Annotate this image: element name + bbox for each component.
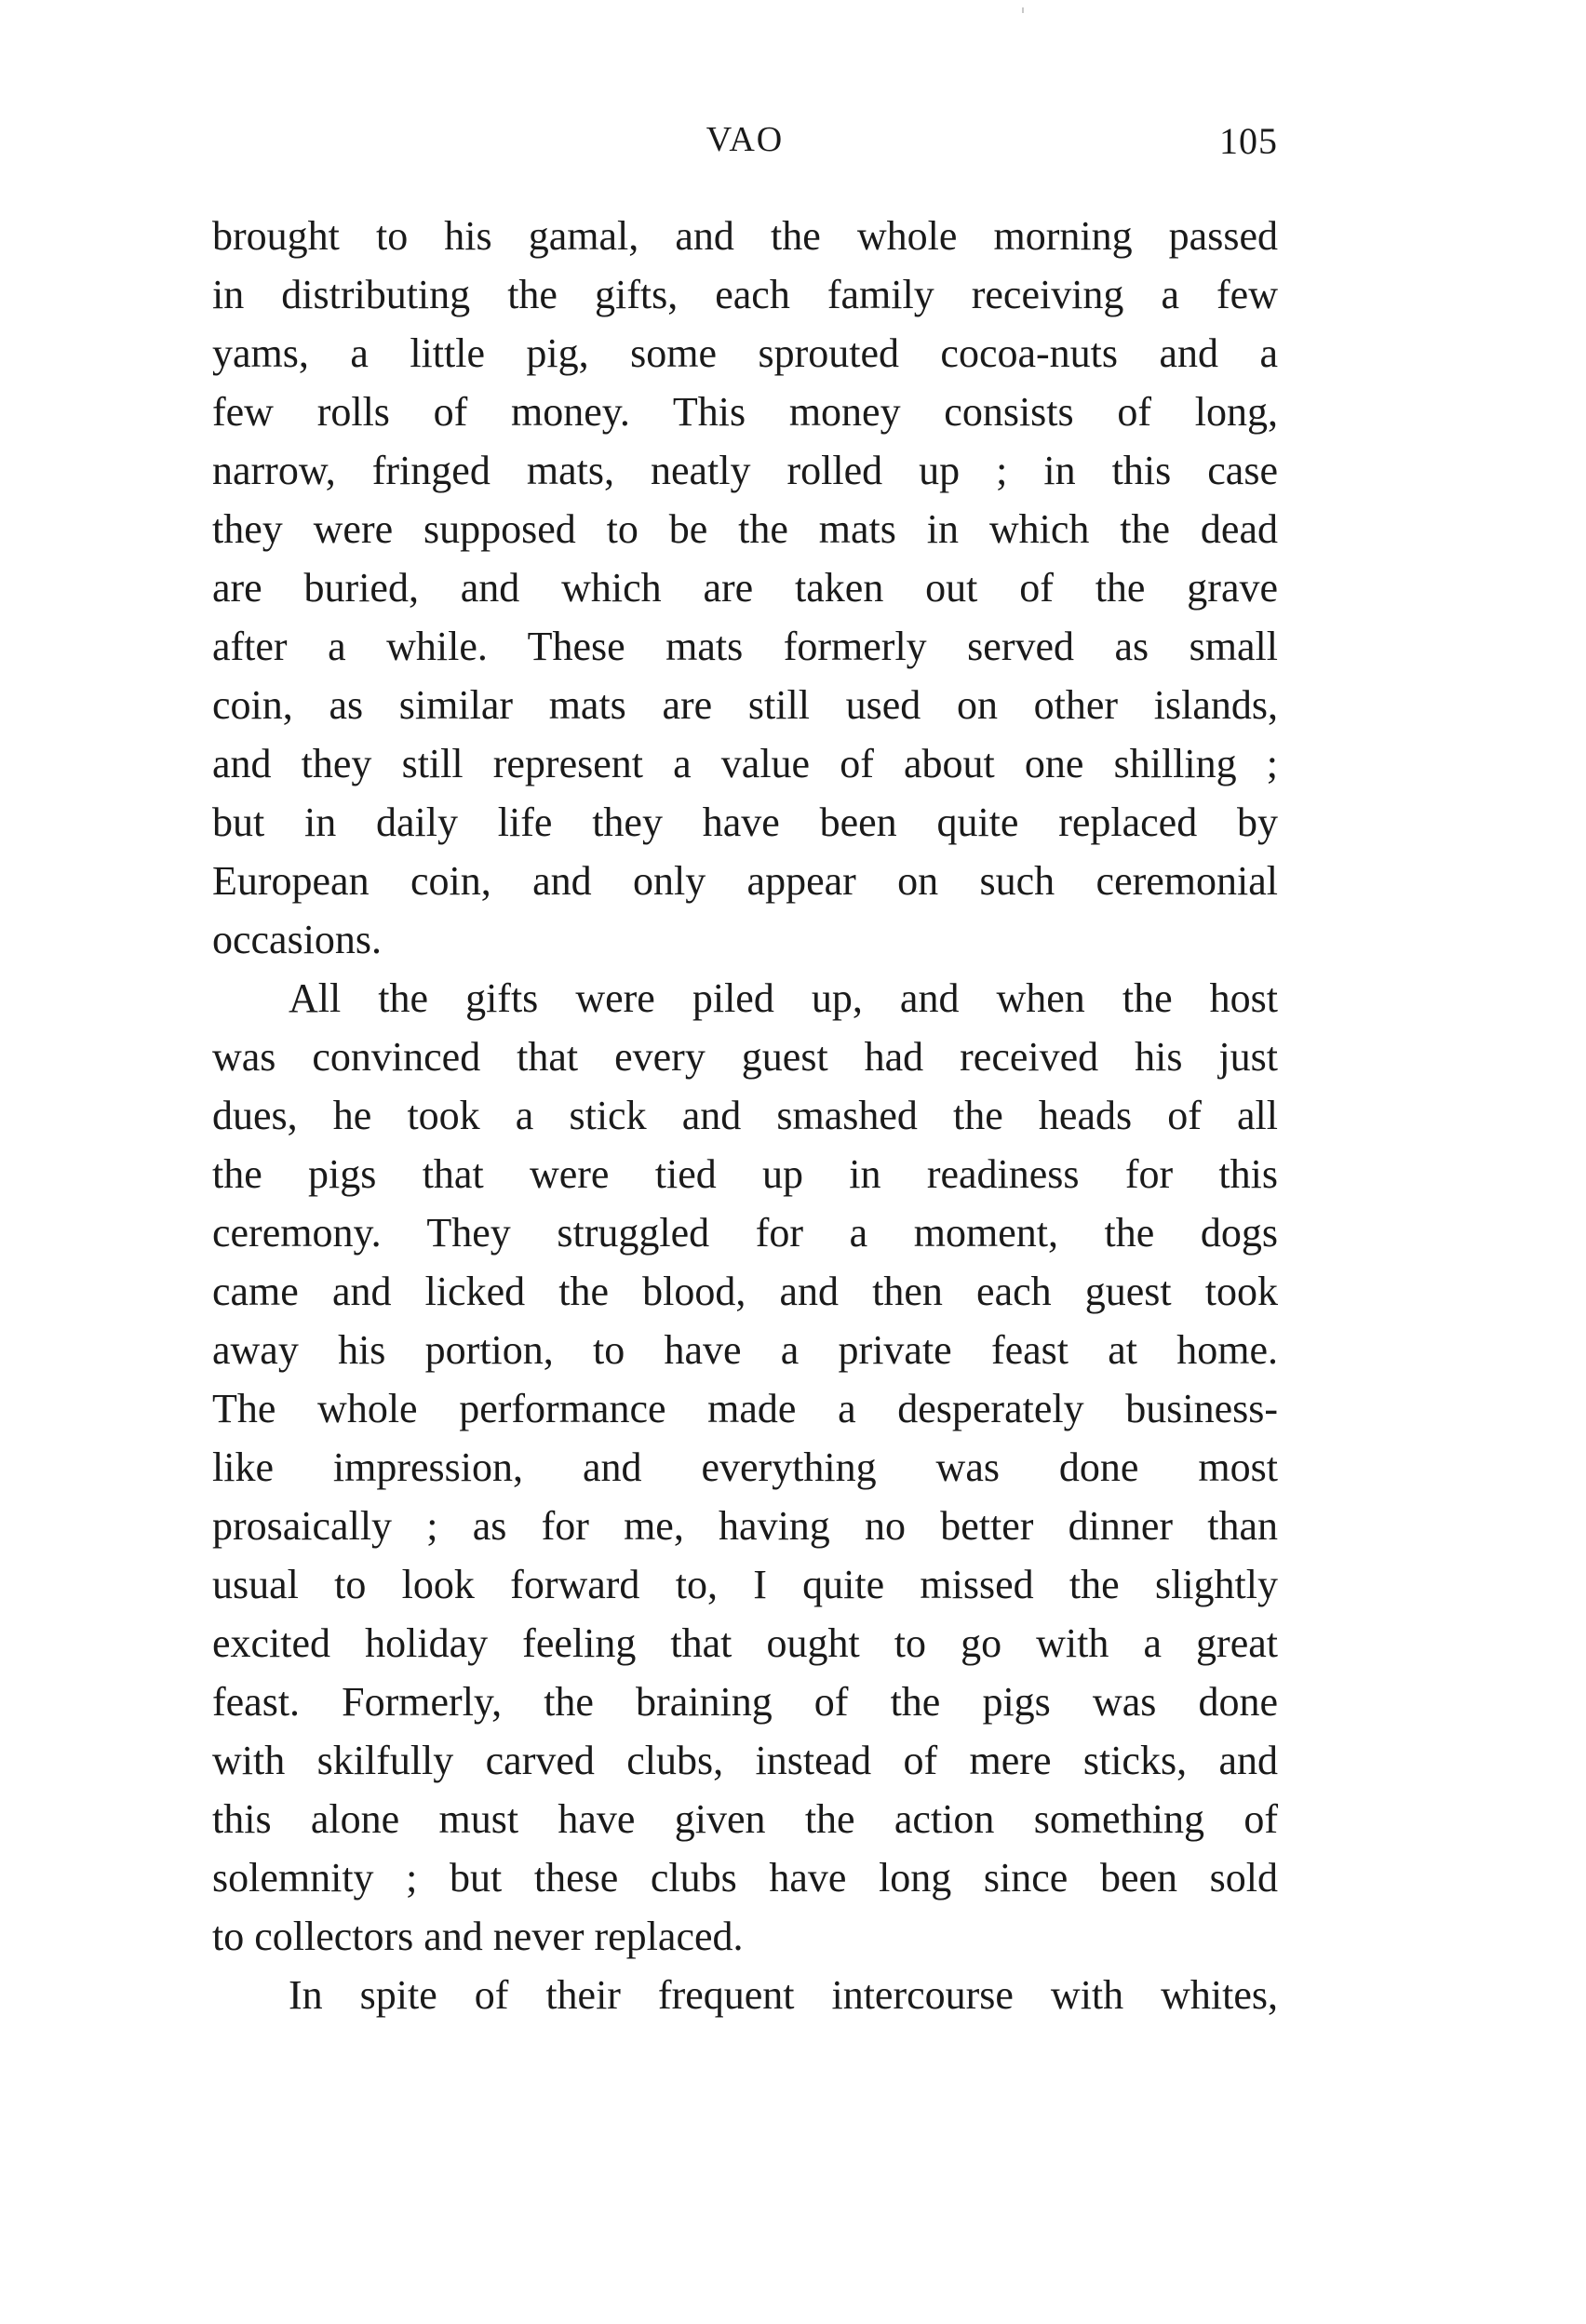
text-line: the pigs that were tied up in readiness for this xyxy=(212,1151,1278,1197)
text-line: in distributing the gifts, each family receiving a few xyxy=(212,272,1278,317)
text-line: narrow, fringed mats, neatly rolled up ; in this case xyxy=(212,448,1278,493)
running-head: VAO xyxy=(706,120,785,159)
text-line: came and licked the blood, and then each guest took xyxy=(212,1269,1278,1314)
text-line: few rolls of money. This money consists of long, xyxy=(212,389,1278,435)
text-line: prosaically ; as for me, having no better dinner than xyxy=(212,1503,1278,1549)
text-line: The whole performance made a desperately business- xyxy=(212,1386,1278,1431)
text-line: usual to look forward to, I quite missed the slightly xyxy=(212,1562,1278,1607)
text-line: yams, a little pig, some sprouted cocoa-nuts and a xyxy=(212,330,1278,376)
text-line: after a while. These mats formerly served as small xyxy=(212,624,1278,669)
text-line: All the gifts were piled up, and when the host xyxy=(289,975,1278,1021)
paragraph xyxy=(212,969,1278,1966)
text-line: was convinced that every guest had received his just xyxy=(212,1034,1278,1080)
text-line: with skilfully carved clubs, instead of mere sticks, and xyxy=(212,1738,1278,1783)
text-line: solemnity ; but these clubs have long since been sold xyxy=(212,1855,1278,1901)
body-text xyxy=(212,207,1278,2024)
text-line: excited holiday feeling that ought to go with a great xyxy=(212,1620,1278,1666)
paragraph xyxy=(212,1966,1278,2024)
text-line: coin, as similar mats are still used on other islands, xyxy=(212,682,1278,728)
page-header xyxy=(212,119,1278,175)
text-line: ceremony. They struggled for a moment, the dogs xyxy=(212,1210,1278,1256)
page-number: 105 xyxy=(1219,120,1278,162)
text-line: this alone must have given the action something of xyxy=(212,1796,1278,1842)
text-line: European coin, and only appear on such ceremonial xyxy=(212,858,1278,904)
text-line: In spite of their frequent intercourse with whites, xyxy=(289,1972,1278,2018)
text-line: brought to his gamal, and the whole morning passed xyxy=(212,213,1278,259)
text-line: and they still represent a value of about one shilling ; xyxy=(212,741,1278,786)
text-line: like impression, and everything was done most xyxy=(212,1444,1278,1490)
paragraph xyxy=(212,207,1278,969)
text-line: feast. Formerly, the braining of the pigs was done xyxy=(212,1679,1278,1725)
text-line: occasions. xyxy=(212,917,383,962)
text-line: are buried, and which are taken out of the grave xyxy=(212,565,1278,611)
text-line: away his portion, to have a private feast at home. xyxy=(212,1327,1278,1373)
page-mark xyxy=(1022,7,1024,13)
text-line: dues, he took a stick and smashed the heads of all xyxy=(212,1093,1278,1138)
text-line: to collectors and never replaced. xyxy=(212,1914,744,1959)
text-line: they were supposed to be the mats in which the dead xyxy=(212,506,1278,552)
text-line: but in daily life they have been quite replaced by xyxy=(212,799,1278,845)
